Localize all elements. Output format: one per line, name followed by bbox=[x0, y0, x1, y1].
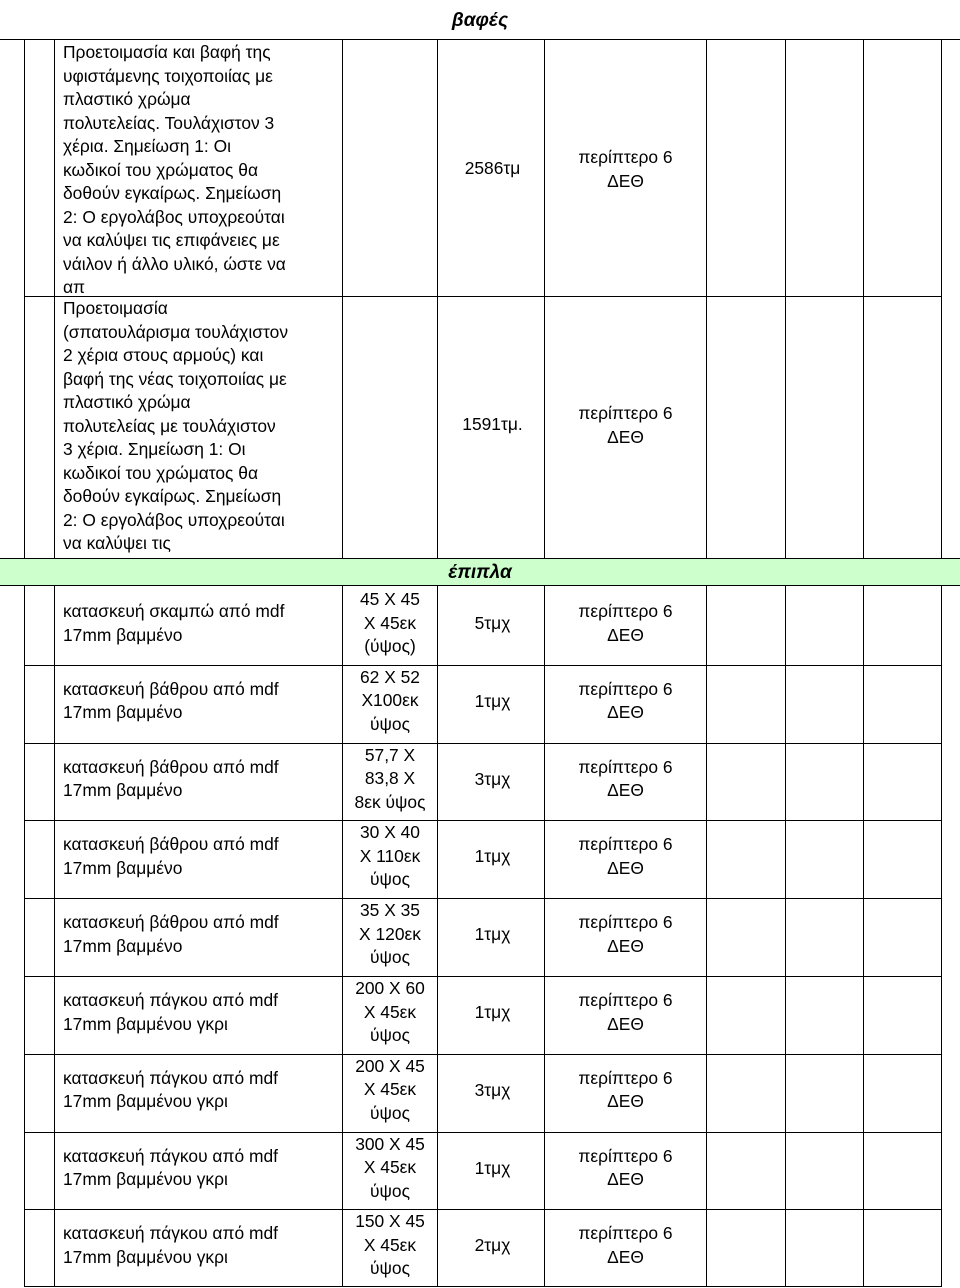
furniture-row-description: κατασκευή πάγκου από mdf 17mm βαμμένου γκρι bbox=[63, 1223, 278, 1267]
section-label-vafes: βαφές bbox=[425, 8, 535, 34]
furniture-row-location: περίπτερο 6 ΔΕΘ bbox=[578, 912, 673, 956]
furniture-row-quantity: 5τμχ bbox=[474, 613, 511, 633]
furniture-row-description: κατασκευή βάθρου από mdf 17mm βαμμένο bbox=[63, 912, 279, 956]
furniture-row-description: κατασκευή πάγκου από mdf 17mm βαμμένου γκρι bbox=[63, 1145, 278, 1190]
furniture-row-quantity: 1τμχ bbox=[474, 924, 511, 945]
furniture-row-dimensions: 200 Χ 45 Χ 45εκ ύψος bbox=[355, 1055, 425, 1123]
paint-row-1-description: Προετοιμασία και βαφή της υφιστάμενης τοιχοποιίας με πλαστικό χρώμα πολυτελείας. Τουλάχιστον 3 χέρια. Σημείωση 1: Οι κωδικοί του χρώματος θα δοθούν εγκαίρως. Σημείωση 2: Ο εργολάβος υποχρεούται να καλύψει τις επιφάνειες με νάιλον ή άλλο υλικό, ώστε να απ bbox=[63, 42, 286, 297]
furniture-row-quantity: 1τμχ bbox=[474, 690, 511, 711]
grid-line bbox=[941, 586, 942, 1286]
furniture-row-quantity: 1τμχ bbox=[474, 1157, 511, 1178]
furniture-row-location: περίπτερο 6 ΔΕΘ bbox=[578, 601, 673, 645]
grid-line bbox=[706, 586, 707, 1286]
grid-line bbox=[24, 820, 942, 821]
paint-row-1-quantity: 2586τμ bbox=[464, 158, 521, 178]
paint-row-2-description: Προετοιμασία (σπατουλάρισμα τουλάχιστον 2 χέρια στους αρμούς) και βαφή της νέας τοιχοποιίας με πλαστικό χρώμα πολυτελείας με τουλάχιστον 3 χέρια. Σημείωση 1: Οι κωδικοί του χρώματος θα δοθούν εγκαίρως. Σημείωση 2: Ο εργολάβος υποχρεούται να καλύψει τις bbox=[63, 298, 289, 553]
furniture-row-location: περίπτερο 6 ΔΕΘ bbox=[578, 990, 673, 1034]
grid-line bbox=[785, 586, 786, 1286]
grid-line bbox=[785, 40, 786, 558]
grid-line bbox=[24, 1054, 942, 1055]
furniture-row-quantity: 3τμχ bbox=[474, 1079, 511, 1100]
furniture-row-location: περίπτερο 6 ΔΕΘ bbox=[578, 834, 673, 878]
paint-row-1-location: περίπτερο 6 ΔΕΘ bbox=[578, 147, 673, 191]
grid-line bbox=[24, 898, 942, 899]
furniture-row-quantity: 1τμχ bbox=[474, 1002, 511, 1022]
grid-line bbox=[863, 586, 864, 1286]
furniture-row-location: περίπτερο 6 ΔΕΘ bbox=[578, 1145, 673, 1190]
furniture-row-dimensions: 45 Χ 45 Χ 45εκ (ύψος) bbox=[360, 589, 420, 656]
furniture-row-description: κατασκευή πάγκου από mdf 17mm βαμμένου γκρι bbox=[63, 990, 278, 1034]
grid-line bbox=[24, 976, 942, 977]
grid-line bbox=[342, 40, 343, 558]
furniture-row-description: κατασκευή βάθρου από mdf 17mm βαμμένο bbox=[63, 756, 279, 801]
paint-row-2-location: περίπτερο 6 ΔΕΘ bbox=[578, 403, 673, 447]
grid-line bbox=[24, 296, 942, 297]
furniture-row-description: κατασκευή σκαμπώ από mdf 17mm βαμμένο bbox=[63, 601, 285, 645]
furniture-row-dimensions: 150 Χ 45 Χ 45εκ ύψος bbox=[355, 1211, 425, 1279]
grid-line bbox=[24, 665, 942, 666]
furniture-row-description: κατασκευή βάθρου από mdf 17mm βαμμένο bbox=[63, 678, 279, 723]
furniture-row-location: περίπτερο 6 ΔΕΘ bbox=[578, 756, 673, 801]
furniture-row-quantity: 2τμχ bbox=[474, 1235, 511, 1256]
furniture-row-location: περίπτερο 6 ΔΕΘ bbox=[578, 1067, 673, 1112]
furniture-row-quantity: 1τμχ bbox=[474, 846, 511, 867]
grid-line bbox=[941, 40, 942, 558]
furniture-row-description: κατασκευή πάγκου από mdf 17mm βαμμένου γκρι bbox=[63, 1067, 278, 1112]
grid-line bbox=[863, 40, 864, 558]
furniture-row-dimensions: 62 Χ 52 Χ100εκ ύψος bbox=[360, 666, 420, 734]
furniture-row-dimensions: 35 Χ 35 Χ 120εκ ύψος bbox=[359, 900, 421, 968]
grid-line bbox=[544, 40, 545, 558]
grid-line bbox=[54, 586, 55, 1286]
grid-line bbox=[437, 586, 438, 1286]
grid-line bbox=[54, 40, 55, 558]
paint-row-2-quantity: 1591τμ. bbox=[462, 414, 523, 434]
grid-line bbox=[706, 40, 707, 558]
furniture-row-dimensions: 30 Χ 40 Χ 110εκ ύψος bbox=[359, 822, 421, 890]
grid-line bbox=[24, 1209, 942, 1210]
furniture-row-description: κατασκευή βάθρου από mdf 17mm βαμμένο bbox=[63, 834, 279, 878]
furniture-row-dimensions: 57,7 Χ 83,8 Χ 8εκ ύψος bbox=[354, 744, 426, 812]
grid-line bbox=[24, 586, 25, 1286]
grid-line bbox=[437, 40, 438, 558]
furniture-row-dimensions: 300 Χ 45 Χ 45εκ ύψος bbox=[355, 1133, 425, 1201]
furniture-row-quantity: 3τμχ bbox=[474, 768, 511, 789]
furniture-row-location: περίπτερο 6 ΔΕΘ bbox=[578, 678, 673, 723]
furniture-row-dimensions: 200 Χ 60 Χ 45εκ ύψος bbox=[355, 978, 425, 1045]
grid-line bbox=[24, 1132, 942, 1133]
grid-line bbox=[24, 743, 942, 744]
section-label-epipla: έπιπλα bbox=[448, 562, 512, 583]
grid-line bbox=[24, 1286, 942, 1287]
grid-line bbox=[24, 40, 25, 558]
furniture-row-location: περίπτερο 6 ΔΕΘ bbox=[578, 1223, 673, 1267]
